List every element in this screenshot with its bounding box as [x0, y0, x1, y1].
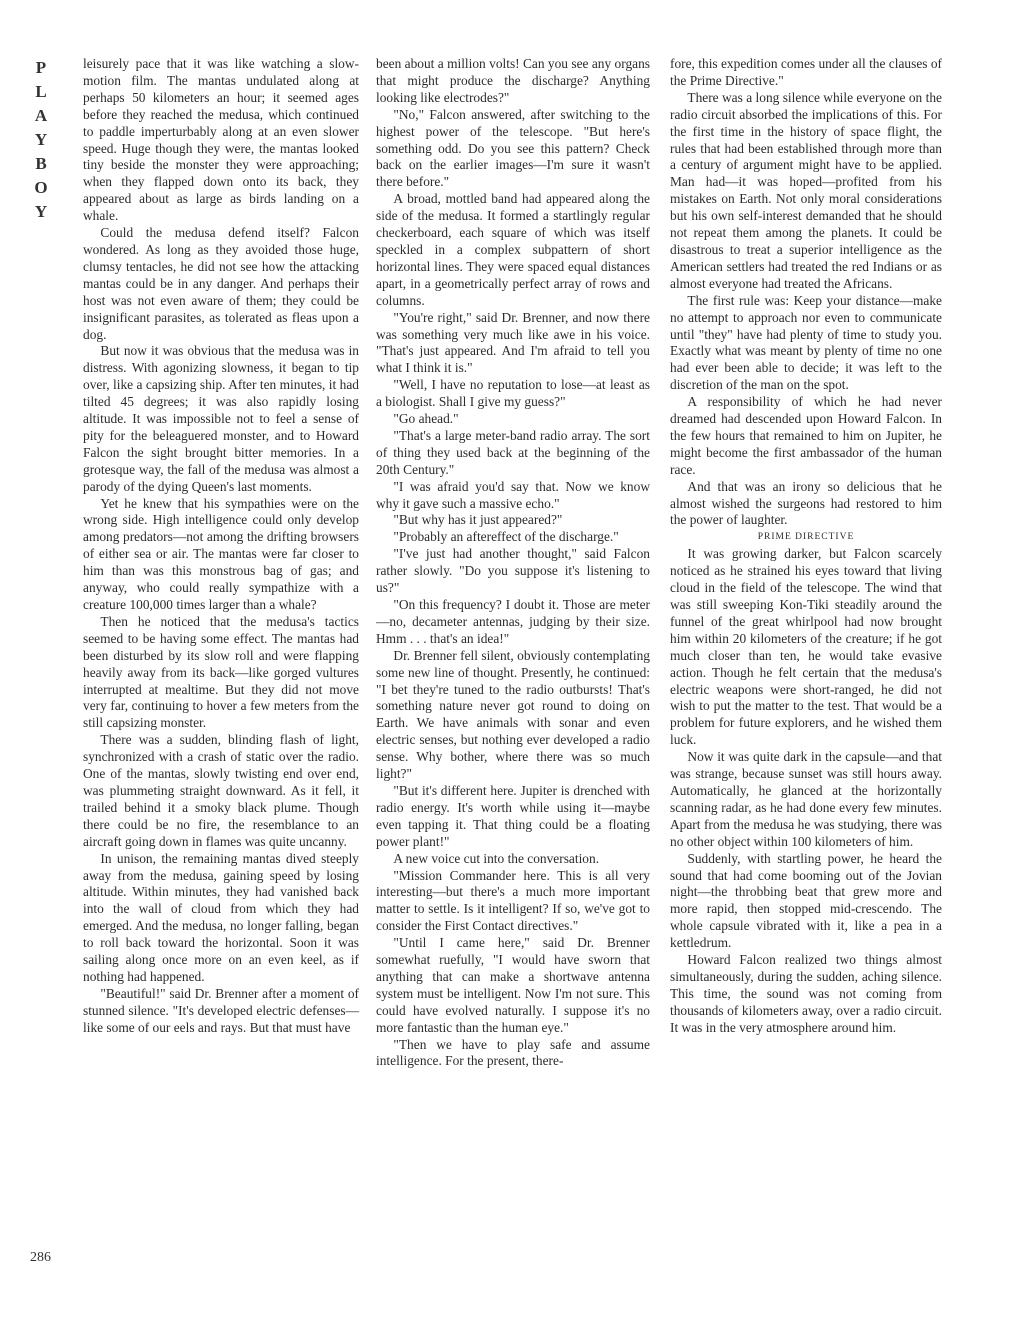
magazine-title: P L A Y B O Y: [34, 58, 48, 221]
paragraph: It was growing darker, but Falcon scarcely noticed as he strained his eyes toward that living cloud in the field of the telescope. The wind that was still sweeping Kon-Tiki steadily around the funnel of the great whirlpool had now brought him within 20 kilometers of the creature; if he got much closer than ten, he would take evasive action. Though he felt certain that the medusa's electric weapons were short-ranged, he did not wish to put the matter to the test. That would be a problem for future explorers, and he wished them luck.: [670, 546, 942, 748]
paragraph: Suddenly, with startling power, he heard the sound that had come booming out of the Jovian night—the throbbing beat that grew more and more rapid, then stopped mid-crescendo. The whole capsule vibrated with it, like a pea in a kettledrum.: [670, 850, 942, 951]
paragraph: The first rule was: Keep your distance—make no attempt to approach nor even to communicate until "they" have had plenty of time to study you. Exactly what was meant by plenty of time no one had ever been able to decide; it was left to the discretion of the man on the spot.: [670, 292, 942, 393]
paragraph: Could the medusa defend itself? Falcon wondered. As long as they avoided those huge, clumsy tentacles, he did not see how the attacking mantas could be in any danger. And perhaps their host was not even aware of them; they could be insignificant parasites, as tolerated as fleas upon a dog.: [83, 225, 359, 342]
paragraph: But now it was obvious that the medusa was in distress. With agonizing slowness, it began to tip over, like a capsizing ship. After ten minutes, it had tilted 45 degrees; it was also rapidly losing altitude. It was impossible not to feel a sense of pity for the beleaguered monster, and to Howard Falcon the sight brought bitter memories. In a grotesque way, the fall of the medusa was almost a parody of the dying Queen's last moments.: [83, 343, 359, 494]
paragraph: "Probably an aftereffect of the discharge.": [393, 529, 619, 545]
paragraph: "Beautiful!" said Dr. Brenner after a moment of stunned silence. "It's developed electric defenses—like some of our eels and rays. But that must have: [83, 985, 359, 1035]
paragraph: Now it was quite dark in the capsule—and that was strange, because sunset was still hours away. Automatically, he glanced at the horizontally scanning radar, as he had done every few minutes. Apart from the medusa he was studying, there was no other object within 100 kilometers of him.: [670, 749, 942, 849]
text-column-3: [670, 56, 942, 1037]
paragraph: "Well, I have no reputation to lose—at least as a biologist. Shall I give my guess?": [376, 377, 650, 410]
text-column-1: [83, 56, 359, 1037]
paragraph: Dr. Brenner fell silent, obviously contemplating some new line of thought. Presently, he continued: "I bet they're tuned to the radio outbursts! That's something nature never got round to doing on Earth. We have animals with sonar and even electric senses, but nothing ever developed a radio sense. Why bother, where there was so much light?": [376, 647, 650, 782]
section-heading: PRIME DIRECTIVE: [757, 532, 855, 543]
paragraph: "Mission Commander here. This is all very interesting—but there's a much more important matter to settle. Is it intelligent? If so, we've got to consider the First Contact directives.": [376, 867, 650, 934]
paragraph: A broad, mottled band had appeared along the side of the medusa. It formed a startlingly regular checkerboard, each square of which was itself speckled in a complex subpattern of short horizontal lines. They were spaced equal distances apart, in a geometrically perfect array of rows and columns.: [376, 191, 650, 308]
paragraph: And that was an irony so delicious that he almost wished the surgeons had restored to him the power of laughter.: [670, 478, 942, 528]
text-column-2: [376, 56, 650, 1070]
paragraph: A responsibility of which he had never dreamed had descended upon Howard Falcon. In the few hours that remained to him on Jupiter, he might become the first ambassador of the human race.: [670, 394, 942, 477]
paragraph: "On this frequency? I doubt it. Those are meter—no, decameter antennas, judging by their size. Hmm . . . that's an idea!": [376, 597, 650, 646]
paragraph: "But it's different here. Jupiter is drenched with radio energy. It's worth while using it—maybe even tapping it. That thing could be a floating power plant!": [376, 782, 650, 849]
paragraph: been about a million volts! Can you see any organs that might produce the discharge? Anything looking like electrodes?": [376, 56, 650, 105]
paragraph: "No," Falcon answered, after switching to the highest power of the telescope. "But here's something odd. Do you see this pattern? Check back on the earlier images—I'm sure it wasn't there before.": [376, 106, 650, 190]
paragraph: "That's a large meter-band radio array. The sort of thing they used back at the beginning of the 20th Century.": [376, 427, 650, 477]
page-number: 286: [30, 1250, 51, 1265]
paragraph: "Go ahead.": [393, 411, 459, 427]
paragraph: "I was afraid you'd say that. Now we know why it gave such a massive echo.": [376, 478, 650, 511]
paragraph: "Until I came here," said Dr. Brenner somewhat ruefully, "I would have sworn that anything that can make a shortwave antenna system must be intelligent. Now I'm not sure. This could have evolved naturally. I suppose it's no more fantastic than the human eye.": [376, 935, 650, 1035]
paragraph: A new voice cut into the conversation.: [393, 850, 600, 866]
paragraph: There was a long silence while everyone on the radio circuit absorbed the implications of this. For the first time in the history of space flight, the rules that had been established through more than a century of argument might have to be applied. Man had—it was hoped—profited from his mistakes on Earth. Not only moral considerations but his own self-interest demanded that he should not repeat them among the planets. It could be disastrous to treat a superior intelligence as the American settlers had treated the red Indians or as almost everyone had treated the Africans.: [670, 89, 942, 291]
paragraph: fore, this expedition comes under all the clauses of the Prime Directive.": [670, 56, 942, 88]
paragraph: "You're right," said Dr. Brenner, and now there was something very much like awe in his voice. "That's just appeared. And I'm afraid to tell you what I think it is.": [376, 309, 650, 376]
paragraph: Then he noticed that the medusa's tactics seemed to be having some effect. The mantas had been disturbed by its slow roll and were flapping heavily away from its back—like gorged vultures interrupted at mealtime. But they did not move very far, continuing to hover a few meters from the still capsizing monster.: [83, 613, 359, 731]
paragraph: There was a sudden, blinding flash of light, synchronized with a crash of static over the radio. One of the mantas, slowly twisting end over end, was plummeting straight downward. As it fell, it trailed behind it a smoky black plume. Though there could be no fire, the resemblance to an aircraft going down in flames was quite uncanny.: [83, 732, 359, 849]
paragraph: In unison, the remaining mantas dived steeply away from the medusa, gaining speed by losing altitude. Within minutes, they had vanished back into the wall of cloud from which they had emerged. And the medusa, no longer falling, began to roll back toward the horizontal. Soon it was sailing along once more on an even keel, as if nothing had happened.: [83, 850, 359, 984]
paragraph: "I've just had another thought," said Falcon rather slowly. "Do you suppose it's listening to us?": [376, 546, 650, 596]
paragraph: "Then we have to play safe and assume intelligence. For the present, there-: [376, 1036, 650, 1069]
paragraph: leisurely pace that it was like watching a slow-motion film. The mantas undulated along at perhaps 50 kilometers an hour; it seemed ages before they reached the medusa, which continued to paddle imperturbably along at an even slower speed. Huge though they were, the mantas looked tiny beside the monster they were approaching; when they flapped down onto its back, they appeared about as large as birds landing on a whale.: [83, 56, 359, 224]
paragraph: "But why has it just appeared?": [393, 512, 563, 528]
paragraph: Howard Falcon realized two things almost simultaneously, during the sudden, aching silence. This time, the sound was not coming from thousands of kilometers away, over a radio circuit. It was in the very atmosphere around him.: [670, 952, 942, 1035]
paragraph: Yet he knew that his sympathies were on the wrong side. High intelligence could only develop among predators—not among the drifting browsers of either sea or air. The mantas were far closer to him than was this monstrous bag of gas; and anyway, who could really sympathize with a creature 100,000 times larger than a whale?: [83, 495, 359, 612]
